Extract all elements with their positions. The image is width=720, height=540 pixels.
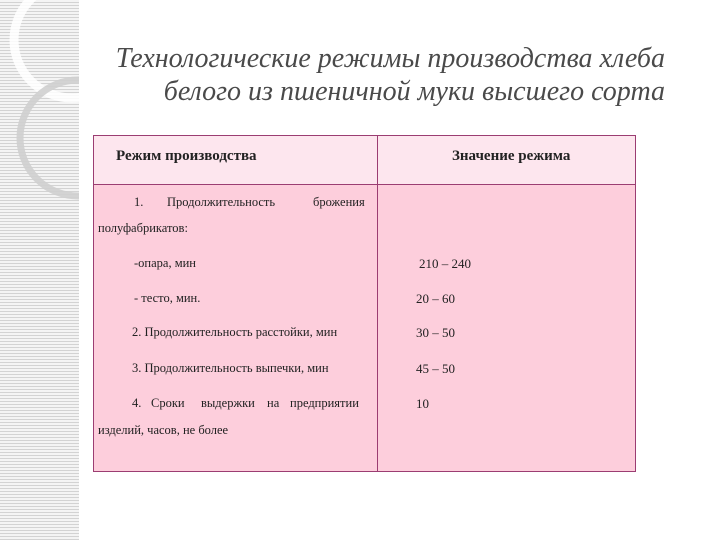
row-label-continuation: полуфабрикатов:: [98, 221, 188, 235]
row-number: 1.: [134, 195, 144, 209]
row-label-word: 4.: [132, 396, 142, 410]
row-label-word: на: [267, 396, 280, 410]
row-value: 210 – 240: [419, 256, 471, 271]
slide-title-line1: Технологические режимы производства хлеба: [115, 43, 665, 74]
row-label-word: брожения: [313, 195, 365, 209]
row-value: 45 – 50: [416, 361, 455, 376]
header-mode-value: Значение режима: [452, 148, 571, 164]
slide-title-line2: белого из пшеничной муки высшего сорта: [163, 76, 665, 107]
row-label: 2. Продолжительность расстойки, мин: [132, 325, 338, 339]
row-label-word: Сроки: [151, 396, 185, 410]
row-label: 3. Продолжительность выпечки, мин: [132, 361, 329, 375]
header-production-mode: Режим производства: [116, 148, 257, 164]
row-value: 20 – 60: [416, 291, 455, 306]
process-modes-table: [93, 135, 636, 472]
row-value: 30 – 50: [416, 325, 455, 340]
row-label-continuation: изделий, часов, не более: [98, 423, 229, 437]
decorative-side-strip: [0, 0, 79, 540]
column-divider: [377, 136, 378, 471]
decorative-circles: [0, 0, 79, 540]
row-value: 10: [416, 396, 429, 411]
row-label: -опара, мин: [134, 256, 196, 270]
table-header: [94, 136, 635, 185]
slide-title: [100, 42, 665, 108]
row-label-word: Продолжительность: [167, 195, 276, 209]
row-label-word: выдержки: [201, 396, 255, 410]
row-label-word: предприятии: [290, 396, 359, 410]
row-label: - тесто, мин.: [134, 291, 201, 305]
